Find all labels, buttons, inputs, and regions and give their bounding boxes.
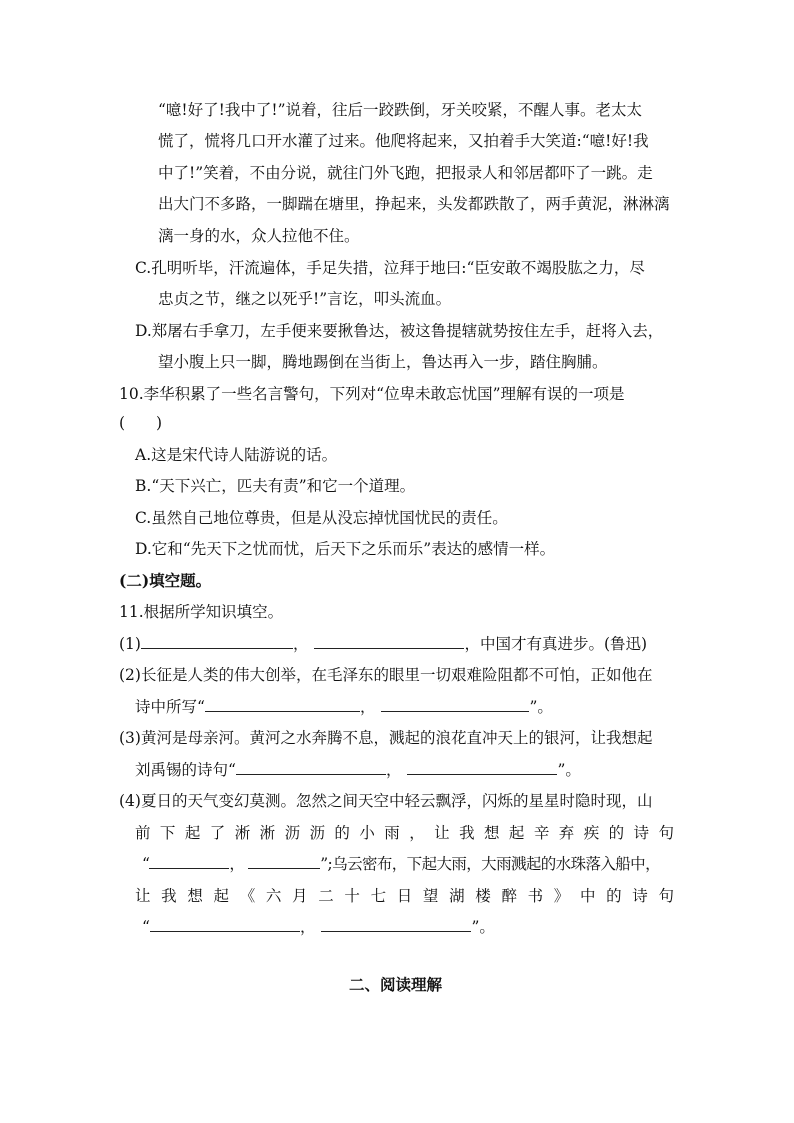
question-10-option-c: C.虽然自己地位尊贵，但是从没忘掉忧国忧民的责任。: [135, 509, 508, 527]
q11-item-2-blank-1[interactable]: [205, 696, 360, 712]
q11-item-3-lead: 刘禹锡的诗句“: [135, 761, 236, 779]
q11-item-4-separator-2: ，: [299, 918, 316, 936]
q11-item-1-blank-1[interactable]: [141, 633, 293, 649]
option-c-line-2: 忠贞之节，继之以死乎!”言讫，叩头流血。: [158, 290, 452, 308]
q11-item-1-tail: ，中国才有真进步。(鲁迅): [464, 635, 648, 653]
q11-item-2-lead: 诗中所写“: [135, 698, 205, 716]
q11-item-4-line-3-tail: ”;乌云密布，下起大雨，大雨溅起的水珠落入船中，: [320, 855, 660, 873]
q11-item-4-blank-1[interactable]: [149, 853, 229, 869]
q11-item-2-line-2: [135, 696, 553, 718]
q11-item-2-blank-2[interactable]: [381, 696, 529, 712]
q11-item-4-blank-2[interactable]: [248, 853, 320, 869]
q11-item-4-line-5: [142, 916, 495, 938]
q11-item-4-line-4: 让我想起《六月二十七日望湖楼醉书》中的诗句: [135, 887, 674, 905]
q11-item-3-line-2: [135, 759, 581, 781]
passage-b-line-1: “噫!好了!我中了!”说着，往后一跤跌倒，牙关咬紧，不醒人事。老太太: [158, 101, 643, 119]
q11-item-1: [119, 633, 647, 655]
option-c-line-1: C.孔明听毕，汗流遍体，手足失措，泣拜于地曰:“臣安敢不竭股肱之力，尽: [135, 259, 645, 277]
section-heading-fill-blank: (二)填空题。: [119, 571, 212, 590]
q11-item-1-separator: ，: [292, 635, 309, 653]
q11-item-3-separator: ，: [385, 761, 402, 779]
option-d-line-2: 望小腹上只一脚，腾地踢倒在当街上，鲁达再入一步，踏住胸脯。: [158, 353, 608, 371]
q11-item-4-line-3: [142, 853, 660, 875]
passage-b-line-5: 漓一身的水，众人拉他不住。: [158, 227, 360, 245]
q11-item-1-blank-2[interactable]: [314, 633, 464, 649]
q11-item-3-line-1: (3)黄河是母亲河。黄河之水奔腾不息，溅起的浪花直冲天上的银河，让我想起: [119, 729, 653, 747]
q11-item-2-line-1: (2)长征是人类的伟大创举，在毛泽东的眼里一切艰难险阻都不可怕，正如他在: [119, 666, 653, 684]
q11-item-4-open-quote-2: “: [142, 918, 150, 936]
q11-item-3-blank-1[interactable]: [236, 759, 386, 775]
q11-item-4-blank-4[interactable]: [321, 916, 471, 932]
q11-item-3-blank-2[interactable]: [407, 759, 557, 775]
part-title-reading-comprehension: 二、阅读理解: [349, 975, 443, 994]
q11-item-2-separator: ，: [359, 698, 376, 716]
q11-item-4-line-2: 前下起了淅淅沥沥的小雨，让我想起辛弃疾的诗句: [135, 824, 674, 842]
q11-item-4-line-1: (4)夏日的天气变幻莫测。忽然之间天空中轻云飘浮，闪烁的星星时隐时现，山: [119, 792, 653, 810]
question-10-option-b: B.“天下兴亡，匹夫有责”和它一个道理。: [135, 477, 416, 495]
q11-item-4-blank-3[interactable]: [150, 916, 300, 932]
question-10-option-d: D.它和“先天下之忧而忧，后天下之乐而乐”表达的感情一样。: [135, 540, 556, 558]
passage-b-line-3: 中了!”笑着，不由分说，就往门外飞跑，把报录人和邻居都吓了一跳。走: [158, 164, 653, 182]
q11-item-4-end: ”。: [471, 918, 495, 936]
q11-item-1-number: (1): [119, 635, 141, 653]
passage-b-line-4: 出大门不多路，一脚踹在塘里，挣起来，头发都跌散了，两手黄泥，淋淋漓: [158, 195, 670, 213]
passage-b-line-2: 慌了，慌将几口开水灌了过来。他爬将起来，又拍着手大笑道:“噫!好!我: [158, 132, 649, 150]
question-11-stem: 11.根据所学知识填空。: [119, 603, 284, 621]
q11-item-4-separator: ，: [229, 855, 245, 873]
question-10-option-a: A.这是宋代诗人陆游说的话。: [135, 446, 338, 464]
question-10-stem: 10.李华积累了一些名言警句，下列对“位卑未敢忘忧国”理解有误的一项是: [119, 385, 625, 403]
question-10-answer-paren: ( ): [119, 414, 163, 432]
q11-item-2-end: ”。: [529, 698, 553, 716]
option-d-line-1: D.郑屠右手拿刀，左手便来要揪鲁达，被这鲁提辖就势按住左手，赶将入去，: [135, 322, 664, 340]
q11-item-4-open-quote: “: [142, 855, 150, 873]
q11-item-3-end: ”。: [557, 761, 581, 779]
